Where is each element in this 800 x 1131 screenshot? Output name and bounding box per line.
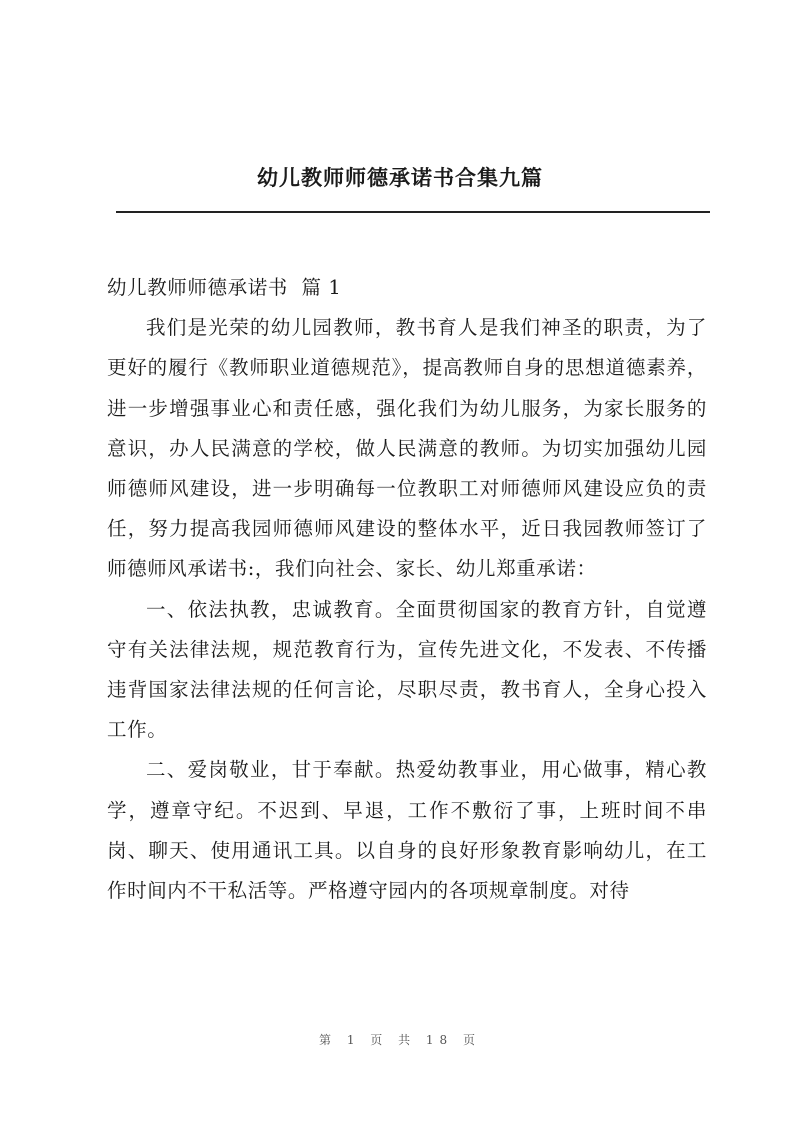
body-paragraph: 二、爱岗敬业，甘于奉献。热爱幼教事业，用心做事，精心教学，遵章守纪。不迟到、早退，工作不敷衍了事，上班时间不串岗、聊天、使用通讯工具。以自身的良好形象教育影响幼儿，在工作时间内不干私活等。严格遵守园内的各项规章制度。对待 bbox=[107, 758, 707, 903]
document-title: 幼儿教师师德承诺书合集九篇 bbox=[257, 165, 543, 190]
title-underline bbox=[116, 211, 710, 213]
body-paragraph: 一、依法执教，忠诚教育。全面贯彻国家的教育方针，自觉遵守有关法律法规，规范教育行为，宣传先进文化，不发表、不传播违背国家法律法规的任何言论，尽职尽责，教书育人，全身心投入工作。 bbox=[107, 597, 707, 742]
body-paragraph: 我们是光荣的幼儿园教师，教书育人是我们神圣的职责，为了更好的履行《教师职业道德规范》，提高教师自身的思想道德素养，进一步增强事业心和责任感，强化我们为幼儿服务，为家长服务的意识，办人民满意的学校，做人民满意的教师。为切实加强幼儿园师德师风建设，进一步明确每一位教职工对师德师风建设应负的责任，努力提高我园师德师风建设的整体水平，近日我园教师签订了师德师风承诺书:，我们向社会、家长、幼儿郑重承诺： bbox=[107, 316, 707, 581]
section-heading: 幼儿教师师德承诺书 篇 1 bbox=[107, 276, 342, 299]
page-number-footer: 第 1 页 共 18 页 bbox=[319, 1033, 481, 1047]
document-body bbox=[107, 268, 707, 911]
